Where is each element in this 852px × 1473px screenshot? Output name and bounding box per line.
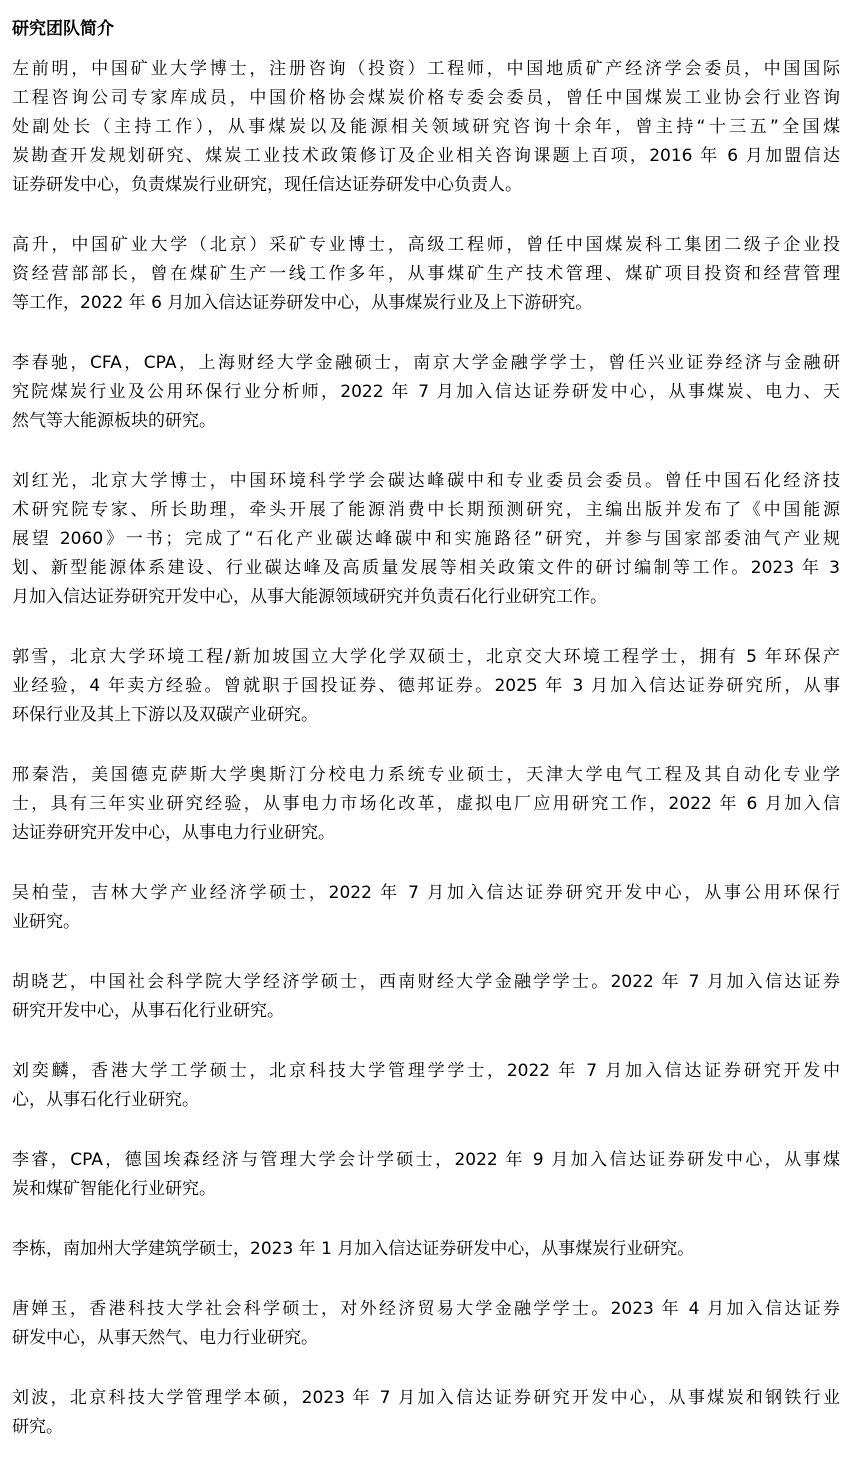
page-title: 研究团队简介 [12,19,114,39]
analyst-bio [12,1057,840,1115]
analyst-bio [12,879,840,937]
bio-line: 研究开发中心，从事石化行业研究。 [12,1001,284,1021]
bio-line: 李栋，南加州大学建筑学硕士，2023 年 1 月加入信达证券研发中心，从事煤炭行业研究。 [12,1239,695,1259]
bio-line: 刘奕麟，香港大学工学硕士，北京科技大学管理学学士，2022 年 7 月加入信达证券研究开发中 [12,1061,840,1081]
analyst-bio [12,761,840,848]
bio-line: 心，从事石化行业研究。 [12,1090,199,1110]
bio-line: 邢秦浩，美国德克萨斯大学奥斯汀分校电力系统专业硕士，天津大学电气工程及其自动化专业学 [12,765,840,785]
bio-line: 然气等大能源板块的研究。 [12,411,216,431]
analyst-bio [12,968,840,1026]
bio-line: 业研究。 [12,912,80,932]
bio-line: 刘红光，北京大学博士，中国环境科学学会碳达峰碳中和专业委员会委员。曾任中国石化经济技 [12,471,840,491]
analyst-bio [12,231,840,318]
bio-line: 李睿，CPA，德国埃森经济与管理大学会计学硕士，2022 年 9 月加入信达证券研发中心，从事煤 [12,1150,840,1170]
bio-line: 等工作，2022 年 6 月加入信达证券研发中心，从事煤炭行业及上下游研究。 [12,293,593,313]
bio-line: 划、新型能源体系建设、行业碳达峰及高质量发展等相关政策文件的研讨编制等工作。2023 年 3 [12,558,840,578]
bio-line: 唐婵玉，香港科技大学社会科学硕士，对外经济贸易大学金融学学士。2023 年 4 月加入信达证券 [12,1299,840,1319]
bio-line: 术研究院专家、所长助理，牵头开展了能源消费中长期预测研究，主编出版并发布了《中国能源 [12,500,840,520]
bio-line: 月加入信达证券研究开发中心，从事大能源领域研究并负责石化行业研究工作。 [12,587,607,607]
analyst-bio [12,55,840,200]
bio-line: 证券研发中心，负责煤炭行业研究，现任信达证券研发中心负责人。 [12,175,522,195]
team-bios [12,55,840,1473]
bio-line: 李春驰，CFA，CPA，上海财经大学金融硕士，南京大学金融学学士，曾任兴业证券经济与金融研 [12,353,840,373]
bio-line: 吴柏莹，吉林大学产业经济学硕士，2022 年 7 月加入信达证券研究开发中心，从事公用环保行 [12,883,840,903]
bio-line: 士，具有三年实业研究经验，从事电力市场化改革，虚拟电厂应用研究工作，2022 年 6 月加入信 [12,794,840,814]
analyst-bio [12,1235,840,1264]
bio-line: 达证券研究开发中心，从事电力行业研究。 [12,823,335,843]
analyst-bio [12,467,840,612]
bio-line: 处副处长（主持工作），从事煤炭以及能源相关领域研究咨询十余年，曾主持“十三五”全国煤 [12,117,840,137]
bio-line: 研发中心，从事天然气、电力行业研究。 [12,1328,318,1348]
bio-line: 研究。 [12,1417,63,1437]
analyst-bio [12,1146,840,1204]
bio-line: 环保行业及其上下游以及双碳产业研究。 [12,705,318,725]
analyst-bio [12,1384,840,1442]
analyst-bio [12,643,840,730]
bio-line: 高升，中国矿业大学（北京）采矿专业博士，高级工程师，曾任中国煤炭科工集团二级子企业投 [12,235,840,255]
bio-line: 展望 2060》一书；完成了“石化产业碳达峰碳中和实施路径”研究，并参与国家部委油气产业规 [12,529,840,549]
bio-line: 左前明，中国矿业大学博士，注册咨询（投资）工程师，中国地质矿产经济学会委员，中国国际 [12,59,840,79]
bio-line: 业经验，4 年卖方经验。曾就职于国投证券、德邦证券。2025 年 3 月加入信达证券研究所，从事 [12,676,840,696]
analyst-bio [12,1295,840,1353]
bio-line: 炭和煤矿智能化行业研究。 [12,1179,216,1199]
bio-line: 郭雪，北京大学环境工程/新加坡国立大学化学双硕士，北京交大环境工程学士，拥有 5 年环保产 [12,647,840,667]
bio-line: 炭勘查开发规划研究、煤炭工业技术政策修订及企业相关咨询课题上百项，2016 年 6 月加盟信达 [12,146,840,166]
bio-line: 胡晓艺，中国社会科学院大学经济学硕士，西南财经大学金融学学士。2022 年 7 月加入信达证券 [12,972,840,992]
bio-line: 究院煤炭行业及公用环保行业分析师，2022 年 7 月加入信达证券研发中心，从事煤炭、电力、天 [12,382,840,402]
bio-line: 工程咨询公司专家库成员，中国价格协会煤炭价格专委会委员，曾任中国煤炭工业协会行业咨询 [12,88,840,108]
bio-line: 资经营部部长，曾在煤矿生产一线工作多年，从事煤矿生产技术管理、煤矿项目投资和经营管理 [12,264,840,284]
analyst-bio [12,349,840,436]
bio-line: 刘波，北京科技大学管理学本硕，2023 年 7 月加入信达证券研究开发中心，从事煤炭和钢铁行业 [12,1388,840,1408]
